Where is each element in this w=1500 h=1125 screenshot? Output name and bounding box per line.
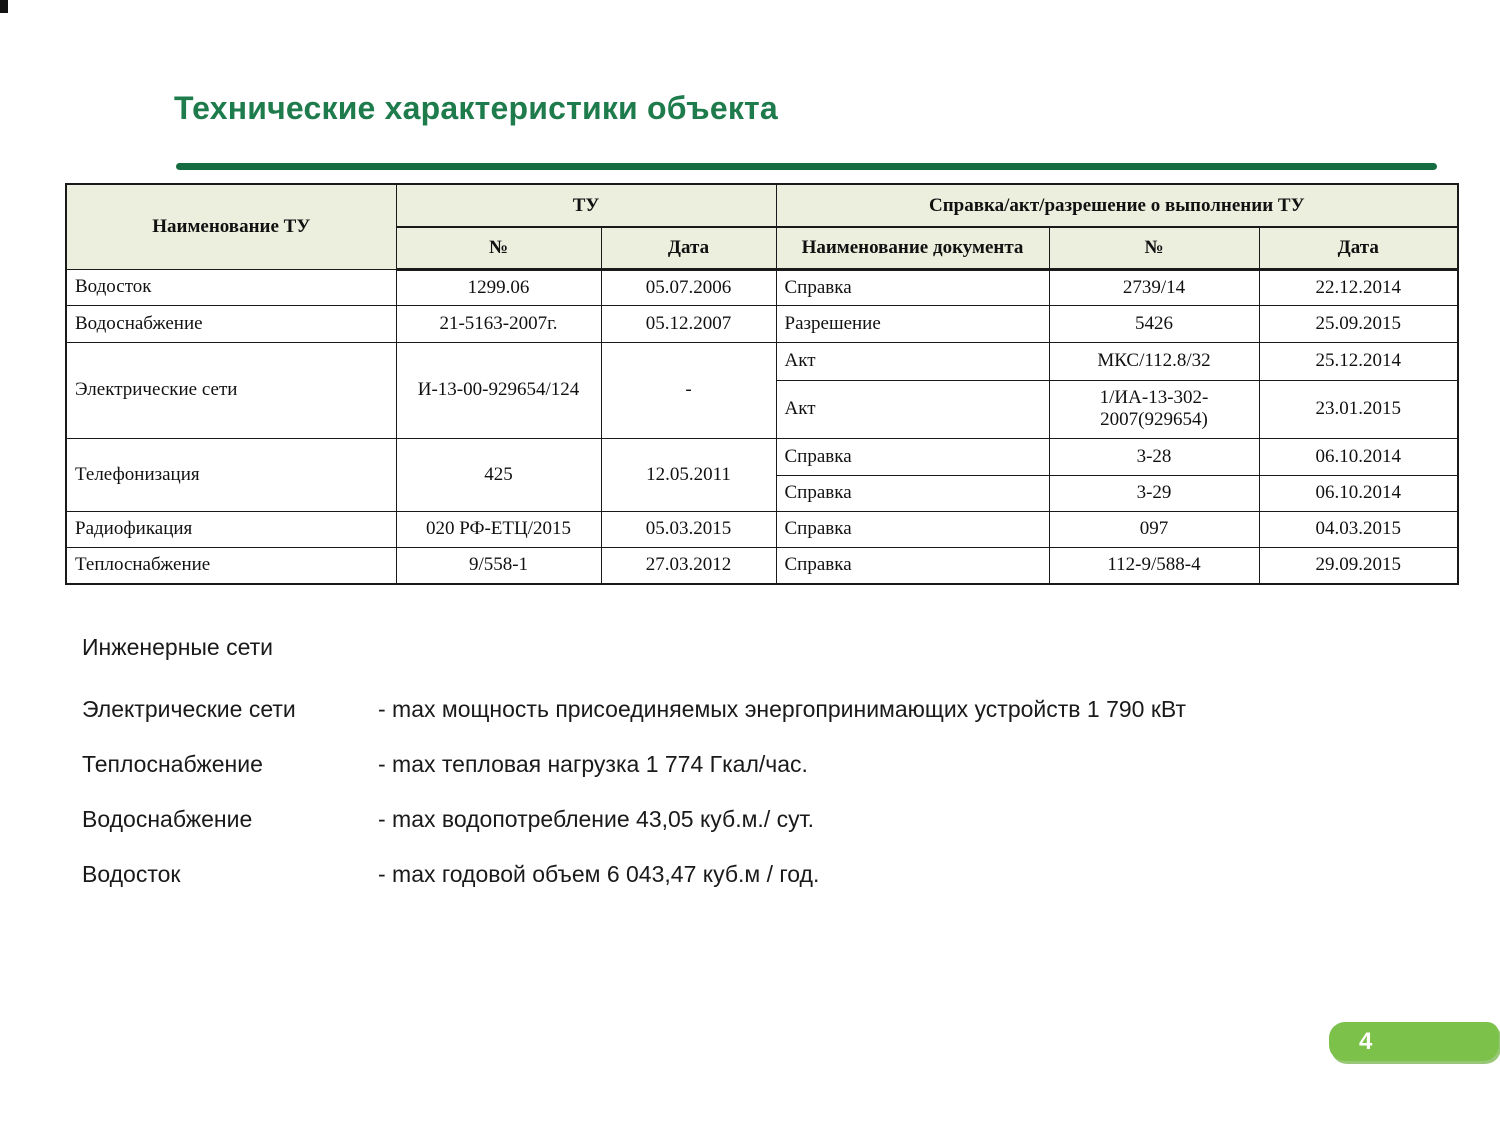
cell-tu-number: И-13-00-929654/124 <box>396 342 601 438</box>
header-tu-date: Дата <box>601 227 776 269</box>
cell-doc-name: Акт <box>776 380 1049 438</box>
cell-name: Электрические сети <box>66 342 396 438</box>
table-row <box>66 511 1458 547</box>
page-title: Технические характеристики объекта <box>174 90 778 126</box>
note-label: Водоснабжение <box>82 806 253 832</box>
cell-name: Водосток <box>66 269 396 305</box>
cell-name: Телефонизация <box>66 438 396 511</box>
note-value: - max тепловая нагрузка 1 774 Гкал/час. <box>378 751 808 777</box>
cell-doc-date: 06.10.2014 <box>1259 438 1458 475</box>
note-label: Теплоснабжение <box>82 751 263 777</box>
header-tu-group: ТУ <box>396 184 776 227</box>
notes-heading: Инженерные сети <box>82 634 274 660</box>
cell-doc-name: Справка <box>776 269 1049 305</box>
cell-doc-date: 29.09.2015 <box>1259 547 1458 584</box>
header-doc-name: Наименование документа <box>776 227 1049 269</box>
note-value: - max мощность присоединяемых энергопринимающих устройств 1 790 кВт <box>378 696 1187 722</box>
cell-tu-date: 27.03.2012 <box>601 547 776 584</box>
cell-doc-number: 5426 <box>1049 305 1259 342</box>
cell-doc-number: МКС/112.8/32 <box>1049 342 1259 380</box>
cell-tu-number: 21-5163-2007г. <box>396 305 601 342</box>
table-row <box>66 269 1458 305</box>
table-row <box>66 438 1458 475</box>
cell-doc-number: 097 <box>1049 511 1259 547</box>
cell-doc-date: 06.10.2014 <box>1259 475 1458 511</box>
note-label: Электрические сети <box>82 696 296 722</box>
notes-section <box>82 634 1402 888</box>
cell-tu-number: 020 РФ-ЕТЦ/2015 <box>396 511 601 547</box>
note-row <box>82 805 1402 833</box>
cell-doc-number: 112-9/588-4 <box>1049 547 1259 584</box>
table-row <box>66 305 1458 342</box>
header-doc-number: № <box>1049 227 1259 269</box>
header-name-tu: Наименование ТУ <box>66 184 396 269</box>
cell-doc-name: Разрешение <box>776 305 1049 342</box>
page-number: 4 <box>1359 1028 1373 1055</box>
table-row <box>66 547 1458 584</box>
corner-mark <box>0 0 8 13</box>
page-number-badge <box>1329 1022 1499 1061</box>
cell-doc-number: 1/ИА-13-302-2007(929654) <box>1049 380 1259 438</box>
cell-doc-date: 25.12.2014 <box>1259 342 1458 380</box>
note-value: - max водопотребление 43,05 куб.м./ сут. <box>378 806 814 832</box>
cell-doc-number: 3-29 <box>1049 475 1259 511</box>
header-cert-group: Справка/акт/разрешение о выполнении ТУ <box>776 184 1458 227</box>
cell-tu-date: - <box>601 342 776 438</box>
cell-tu-number: 9/558-1 <box>396 547 601 584</box>
title-rule <box>176 163 1437 170</box>
note-row <box>82 750 1402 778</box>
cell-doc-number: 3-28 <box>1049 438 1259 475</box>
cell-doc-name: Акт <box>776 342 1049 380</box>
note-label: Водосток <box>82 861 181 887</box>
cell-tu-date: 05.12.2007 <box>601 305 776 342</box>
cell-name: Радиофикация <box>66 511 396 547</box>
cell-tu-number: 1299.06 <box>396 269 601 305</box>
cell-name: Теплоснабжение <box>66 547 396 584</box>
tu-table <box>65 183 1459 585</box>
cell-doc-name: Справка <box>776 547 1049 584</box>
cell-doc-number: 2739/14 <box>1049 269 1259 305</box>
cell-doc-date: 22.12.2014 <box>1259 269 1458 305</box>
header-tu-number: № <box>396 227 601 269</box>
note-row <box>82 860 1402 888</box>
header-doc-date: Дата <box>1259 227 1458 269</box>
cell-tu-number: 425 <box>396 438 601 511</box>
cell-name: Водоснабжение <box>66 305 396 342</box>
cell-doc-date: 04.03.2015 <box>1259 511 1458 547</box>
table-header-row-1 <box>66 184 1458 227</box>
note-row <box>82 695 1402 723</box>
cell-tu-date: 05.03.2015 <box>601 511 776 547</box>
cell-doc-name: Справка <box>776 438 1049 475</box>
cell-doc-name: Справка <box>776 475 1049 511</box>
cell-doc-date: 25.09.2015 <box>1259 305 1458 342</box>
cell-tu-date: 12.05.2011 <box>601 438 776 511</box>
note-value: - max годовой объем 6 043,47 куб.м / год. <box>378 861 820 887</box>
cell-doc-name: Справка <box>776 511 1049 547</box>
cell-tu-date: 05.07.2006 <box>601 269 776 305</box>
cell-doc-date: 23.01.2015 <box>1259 380 1458 438</box>
table-row <box>66 342 1458 380</box>
